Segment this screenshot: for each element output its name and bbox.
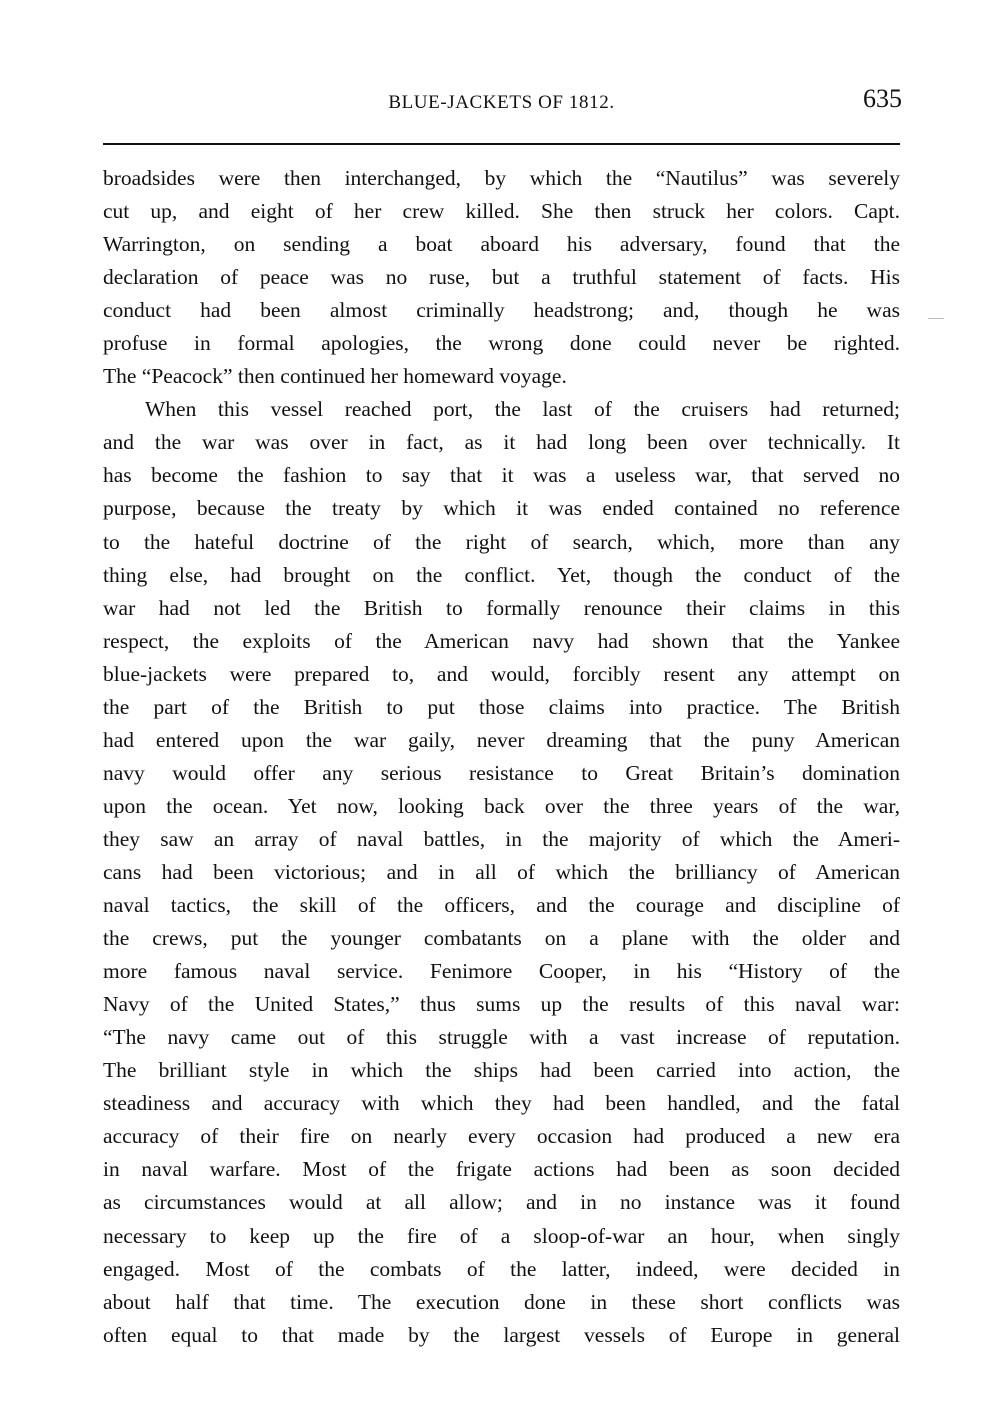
text-line: declaration of peace was no ruse, but a truthful statement of facts. His (103, 265, 900, 290)
text-line: war had not led the British to formally renounce their claims in this (103, 595, 900, 620)
paragraph-2 (103, 393, 900, 1351)
text-line: and the war was over in fact, as it had long been over technically. It (103, 430, 900, 455)
page-number: 635 (863, 84, 902, 113)
running-title: BLUE-JACKETS OF 1812. (388, 92, 615, 113)
text-line: purpose, because the treaty by which it was ended contained no reference (103, 496, 900, 521)
paragraph-1 (103, 162, 900, 393)
text-line: broadsides were then interchanged, by which the “Nautilus” was severely (103, 166, 900, 190)
text-line: respect, the exploits of the American navy had shown that the Yankee (103, 628, 900, 653)
text-line: they saw an array of naval battles, in the majority of which the Ameri- (103, 826, 900, 851)
text-line: engaged. Most of the combats of the latter, indeed, were decided in (103, 1256, 900, 1281)
text-line: The brilliant style in which the ships had been carried into action, the (103, 1058, 900, 1083)
text-line: When this vessel reached port, the last of the cruisers had returned; (145, 397, 900, 422)
text-line: in naval warfare. Most of the frigate actions had been as soon decided (103, 1157, 900, 1182)
text-line: more famous naval service. Fenimore Cooper, in his “History of the (103, 959, 900, 984)
text-line: steadiness and accuracy with which they had been handled, and the fatal (103, 1091, 900, 1116)
text-line: Navy of the United States,” thus sums up the results of this naval war: (103, 992, 900, 1017)
text-line: cans had been victorious; and in all of which the brilliancy of American (103, 859, 900, 884)
text-line: “The navy came out of this struggle with a vast increase of reputation. (103, 1025, 900, 1050)
text-line: navy would offer any serious resistance to Great Britain’s domination (103, 760, 900, 785)
text-line: accuracy of their fire on nearly every occasion had produced a new era (103, 1124, 900, 1149)
text-line: to the hateful doctrine of the right of search, which, more than any (103, 529, 900, 554)
text-line: profuse in formal apologies, the wrong done could never be righted. (103, 331, 900, 356)
text-line: had entered upon the war gaily, never dreaming that the puny American (103, 727, 900, 752)
text-line: naval tactics, the skill of the officers, and the courage and discipline of (103, 893, 900, 918)
text-line: often equal to that made by the largest vessels of Europe in general (103, 1322, 900, 1347)
text-line: about half that time. The execution done in these short conflicts was (103, 1289, 900, 1314)
margin-mark (928, 318, 944, 319)
text-line: as circumstances would at all allow; and in no instance was it found (103, 1190, 900, 1215)
text-line: blue-jackets were prepared to, and would, forcibly resent any attempt on (103, 661, 900, 686)
text-line: Warrington, on sending a boat aboard his adversary, found that the (103, 232, 900, 257)
text-line: cut up, and eight of her crew killed. She then struck her colors. Capt. (103, 199, 900, 224)
text-line: the part of the British to put those claims into practice. The British (103, 694, 900, 719)
text-line: the crews, put the younger combatants on a plane with the older and (103, 926, 900, 951)
text-line: necessary to keep up the fire of a sloop-of-war an hour, when singly (103, 1223, 900, 1248)
text-line: has become the fashion to say that it was a useless war, that served no (103, 463, 900, 488)
body-text (103, 162, 900, 1352)
header-rule (103, 143, 900, 145)
text-line: thing else, had brought on the conflict. Yet, though the conduct of the (103, 562, 900, 587)
text-line: conduct had been almost criminally headstrong; and, though he was (103, 298, 900, 323)
running-head (103, 84, 900, 124)
text-line: upon the ocean. Yet now, looking back over the three years of the war, (103, 793, 900, 818)
text-line: The “Peacock” then continued her homeward voyage. (103, 364, 567, 389)
